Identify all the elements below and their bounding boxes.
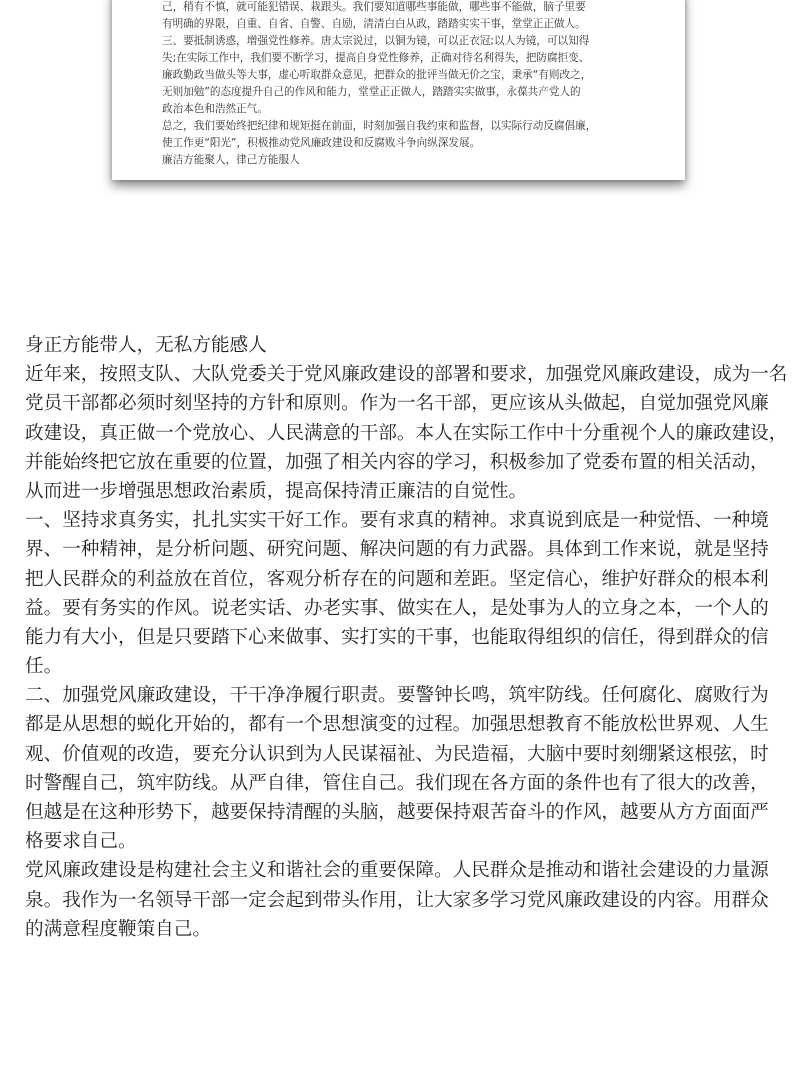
preview-page-text [162, 0, 596, 169]
text-line: 无则加勉”的态度提升自己的作风和能力，堂堂正正做人，踏踏实实做事，永葆共产党人的 [162, 86, 581, 98]
text-line: 的满意程度鞭策自己。 [25, 918, 211, 940]
text-line: 廉政勤政当做头等大事，虚心听取群众意见，把群众的批评当做无价之宝，秉承“有则改之， [162, 69, 592, 81]
text-line: 但越是在这种形势下，越要保持清醒的头脑，越要保持艰苦奋斗的作风，越要从方方面面严 [25, 802, 769, 823]
text-line: 总之，我们要始终把纪律和规矩挺在前面，时刻加强自我约束和监督，以实际行动反腐倡廉， [162, 120, 597, 132]
text-line: 失;在实际工作中，我们要不断学习，提高自身党性修养，正确对待名利得失，把防腐拒变、 [162, 52, 590, 64]
text-line: 都是从思想的蜕化开始的，都有一个思想演变的过程。加强思想教育不能放松世界观、人生 [25, 714, 769, 736]
text-line: 时警醒自己，筑牢防线。从严自律，管住自己。我们现在各方面的条件也有了很大的改善， [25, 772, 769, 794]
text-line: 党风廉政建设是构建社会主义和谐社会的重要保障。人民群众是推动和谐社会建设的力量源 [25, 860, 769, 882]
text-line: 把人民群众的利益放在首位，客观分析存在的问题和差距。坚定信心，维护好群众的根本利 [25, 568, 769, 590]
text-line: 三、要抵制诱惑，增强党性修养。唐太宗说过，以铜为镜，可以正衣冠;以人为镜，可以知得 [162, 35, 590, 47]
text-line: 党员干部都必须时刻坚持的方针和原则。作为一名干部，更应该从头做起，自觉加强党风廉 [25, 393, 769, 415]
text-line: 益。要有务实的作风。说老实话、办老实事、做实在人，是处事为人的立身之本，一个人的 [25, 597, 769, 619]
text-line: 使工作更“阳光”，积极推动党风廉政建设和反腐败斗争向纵深发展。 [162, 137, 481, 149]
text-line: 并能始终把它放在重要的位置，加强了相关内容的学习，积极参加了党委布置的相关活动， [25, 451, 769, 473]
text-line: 政治本色和浩然正气。 [162, 103, 268, 115]
document-body-text [25, 331, 787, 944]
text-line: 能力有大小，但是只要踏下心来做事、实打实的干事，也能取得组织的信任，得到群众的信 [25, 626, 769, 648]
text-line: 界、一种精神，是分析问题、研究问题、解决问题的有力武器。具体到工作来说，就是坚持 [25, 539, 769, 561]
text-line: 近年来，按照支队、大队党委关于党风廉政建设的部署和要求，加强党风廉政建设，成为一名 [25, 364, 788, 386]
text-line: 观、价值观的改造，要充分认识到为人民谋福祉、为民造福，大脑中要时刻绷紧这根弦，时 [25, 743, 769, 765]
text-line: 二、加强党风廉政建设，干干净净履行职责。要警钟长鸣，筑牢防线。任何腐化、腐败行为 [25, 685, 769, 707]
text-line: 廉洁方能聚人，律己方能服人 [162, 154, 300, 166]
text-line: 政建设，真正做一个党放心、人民满意的干部。本人在实际工作中十分重视个人的廉政建设， [25, 422, 788, 444]
text-line: 从而进一步增强思想政治素质，提高保持清正廉洁的自觉性。 [25, 480, 528, 502]
text-line: 格要求自己。 [25, 831, 137, 853]
document-preview-page [112, 0, 685, 180]
text-line: 一、坚持求真务实，扎扎实实干好工作。要有求真的精神。求真说到底是一种觉悟、一种境 [25, 510, 769, 532]
text-line: 身正方能带人，无私方能感人 [25, 335, 267, 356]
text-line: 泉。我作为一名领导干部一定会起到带头作用，让大家多学习党风廉政建设的内容。用群众 [25, 889, 769, 911]
text-line: 有明确的界限，自重、自省、自警、自励，清清白白从政，踏踏实实干事，堂堂正正做人。 [162, 18, 586, 30]
text-line: 己，稍有不慎，就可能犯错误、栽跟头。我们要知道哪些事能做，哪些事不能做，脑子里要 [162, 1, 586, 13]
text-line: 任。 [25, 656, 63, 678]
